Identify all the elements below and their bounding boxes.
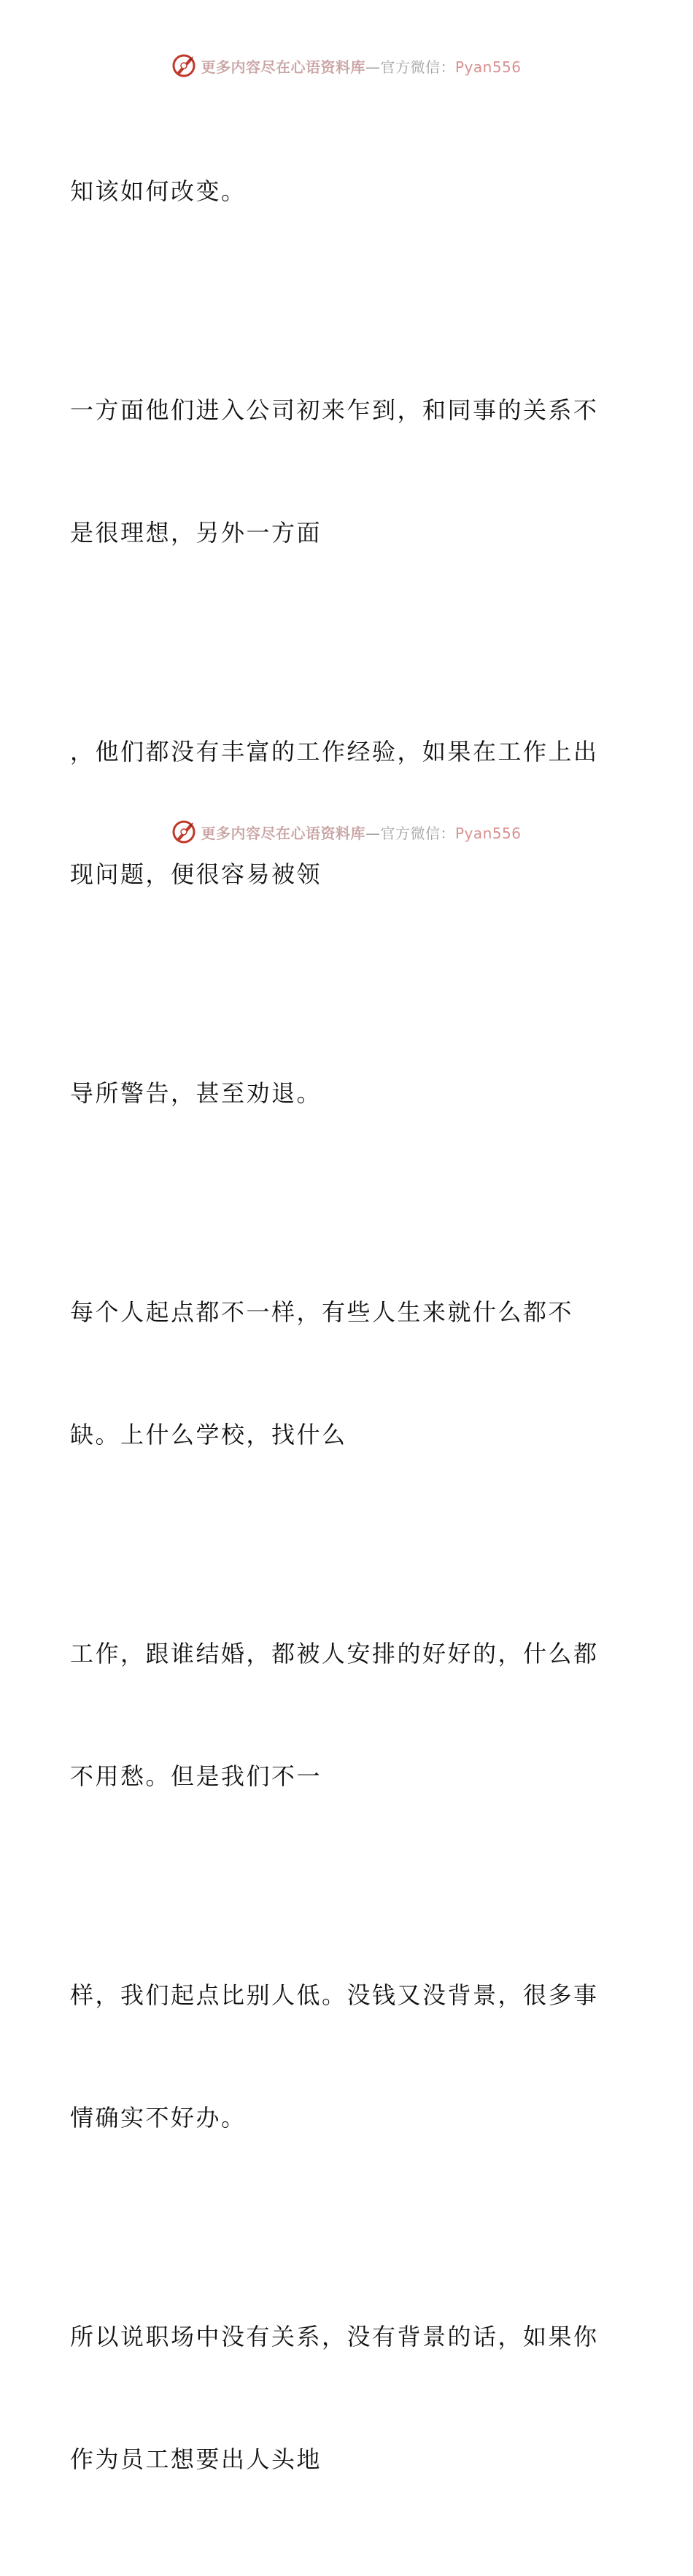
paragraph-line: 导所警告，甚至劝退。 xyxy=(70,1079,322,1107)
paragraph-4 xyxy=(70,991,610,1195)
paragraph-6 xyxy=(70,1551,610,1878)
paragraph-line: 情确实不好办。 xyxy=(70,2104,247,2132)
footer-banner-wechat-label: 官方微信： xyxy=(380,824,455,842)
paragraph-line: 所以说职场中没有关系，没有背景的话，如果你 xyxy=(70,2323,599,2351)
paragraph-line: 一方面他们进入公司初来乍到，和同事的关系不 xyxy=(70,396,599,424)
paragraph-1 xyxy=(70,89,610,293)
quill-pen-logo-icon xyxy=(171,820,196,844)
header-banner-text xyxy=(201,55,521,77)
paragraph-7 xyxy=(70,1893,610,2220)
paragraph-line: 知该如何改变。 xyxy=(70,177,247,205)
paragraph-2 xyxy=(70,308,610,635)
footer-banner-dash: — xyxy=(365,824,381,842)
header-banner-site-name: 更多内容尽在心语资料库 xyxy=(201,58,365,76)
footer-banner-wechat-id: Pyan556 xyxy=(454,824,522,842)
paragraph-line: 每个人起点都不一样，有些人生来就什么都不 xyxy=(70,1298,574,1326)
paragraph-line: 工作，跟谁结婚，都被人安排的好好的，什么都 xyxy=(70,1640,599,1667)
quill-pen-logo-icon xyxy=(171,53,196,78)
paragraph-line: 样，我们起点比别人低。没钱又没背景，很多事 xyxy=(70,1981,599,2009)
paragraph-3 xyxy=(70,649,610,976)
paragraph-line: 缺。上什么学校，找什么 xyxy=(70,1421,347,1449)
paragraph-line: 现问题，便很容易被领 xyxy=(70,860,322,888)
paragraph-5 xyxy=(70,1210,610,1537)
paragraph-line: ，他们都没有丰富的工作经验，如果在工作上出 xyxy=(70,738,599,766)
document-body xyxy=(70,89,610,2576)
footer-banner-text xyxy=(201,822,521,843)
footer-banner xyxy=(0,817,693,847)
paragraph-line: 不用愁。但是我们不一 xyxy=(70,1762,322,1790)
header-banner-wechat-label: 官方微信： xyxy=(380,58,455,76)
paragraph-line: 是很理想，另外一方面 xyxy=(70,519,322,547)
footer-banner-site-name: 更多内容尽在心语资料库 xyxy=(201,824,365,842)
header-banner-dash: — xyxy=(365,58,381,76)
paragraph-8 xyxy=(70,2234,610,2561)
header-banner-wechat-id: Pyan556 xyxy=(454,58,522,76)
paragraph-line: 作为员工想要出人头地 xyxy=(70,2445,322,2473)
header-banner xyxy=(0,51,693,80)
